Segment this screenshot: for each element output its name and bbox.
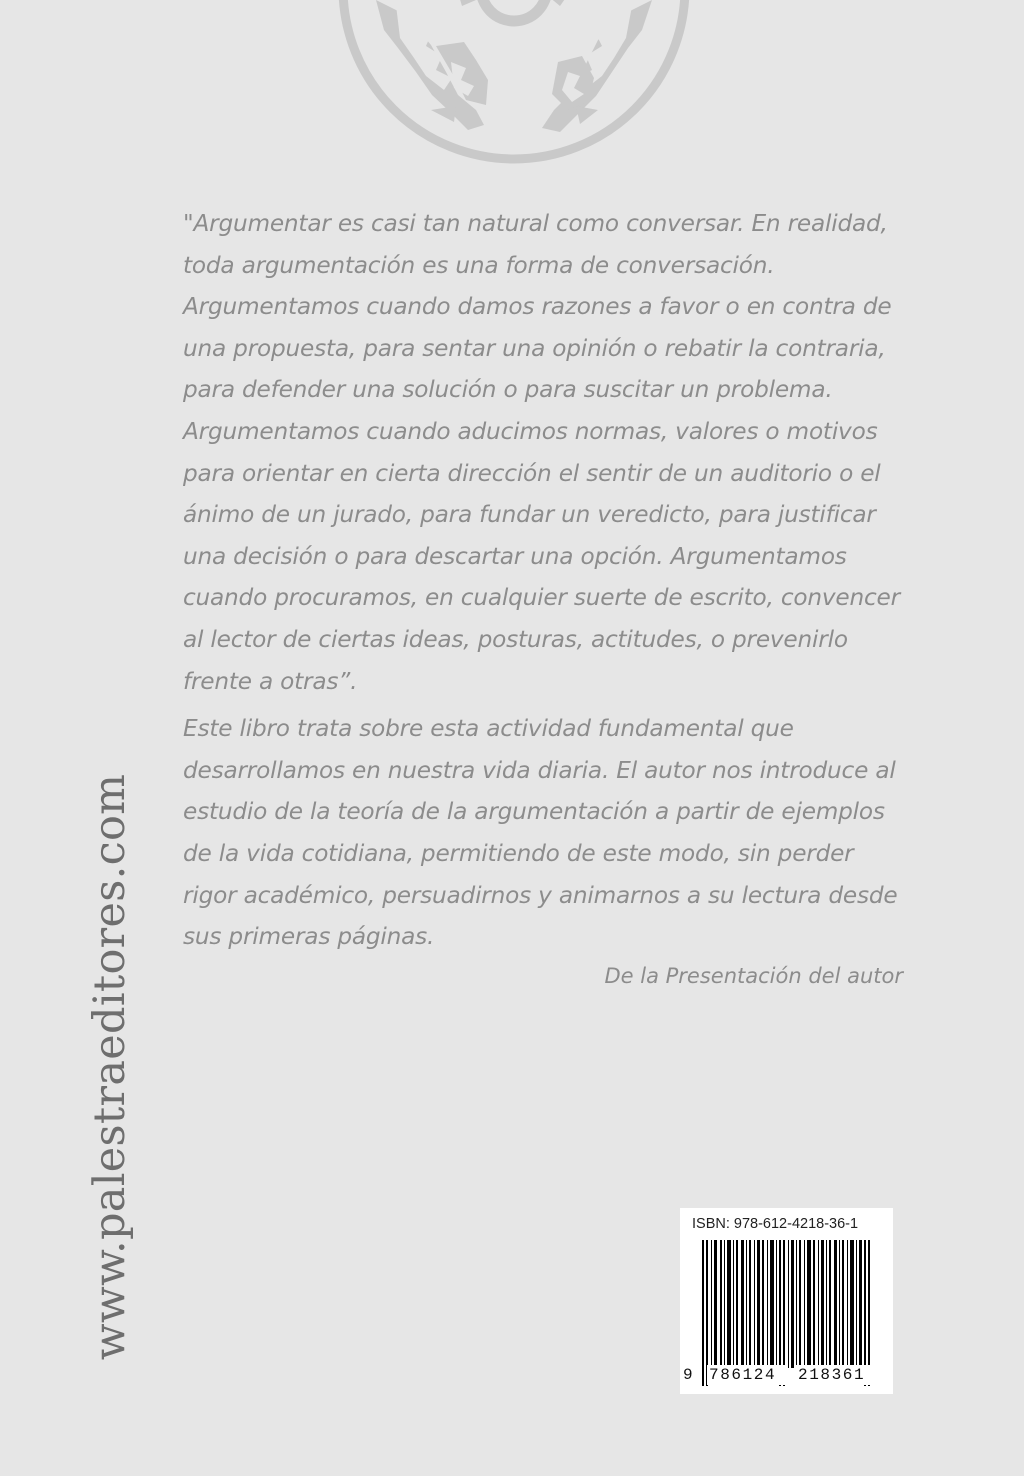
quote-paragraph: "Argumentar es casi tan natural como conversar. En realidad, toda argumentación es una forma de conversación. Argumentamos cuando damos razones a favor o en contra de una propuesta, para sentar una opinión o rebatir la contraria, para defender una solución o para suscitar un problema. Argumentamos cuando aducimos normas, valores o motivos para orientar en cierta dirección el sentir de un auditorio o el ánimo de un jurado, para fundar un veredicto, para justificar una decisión o para descartar una opción. Argumentamos cuando procuramos, en cualquier suerte de escrito, convencer al lector de ciertas ideas, posturas, actitudes, o prevenirlo frente a otras”. (183, 210, 900, 695)
barcode-digit-first: 9 (683, 1366, 695, 1384)
barcode-digits-left: 786124 (707, 1365, 787, 1385)
isbn-label: ISBN: 978-612-4218-36-1 (692, 1216, 859, 1232)
description-paragraph: Este libro trata sobre esta actividad fundamental que desarrollamos en nuestra vida diaria. El autor nos introduce al estudio de la teoría de la argumentación a partir de ejemplos de la vida cotidiana, permitiendo de este modo, sin perder rigor académico, persuadirnos y animarnos a su lectura desde sus primeras páginas. (183, 715, 898, 951)
attribution: De la Presentación del autor (604, 964, 903, 988)
barcode-digits-right: 218361 (796, 1365, 876, 1385)
back-cover-text (183, 203, 908, 958)
publisher-emblem-icon (336, 0, 692, 166)
website-url-text: www.palestraeditores.com (85, 773, 135, 1361)
isbn-barcode (680, 1208, 893, 1394)
